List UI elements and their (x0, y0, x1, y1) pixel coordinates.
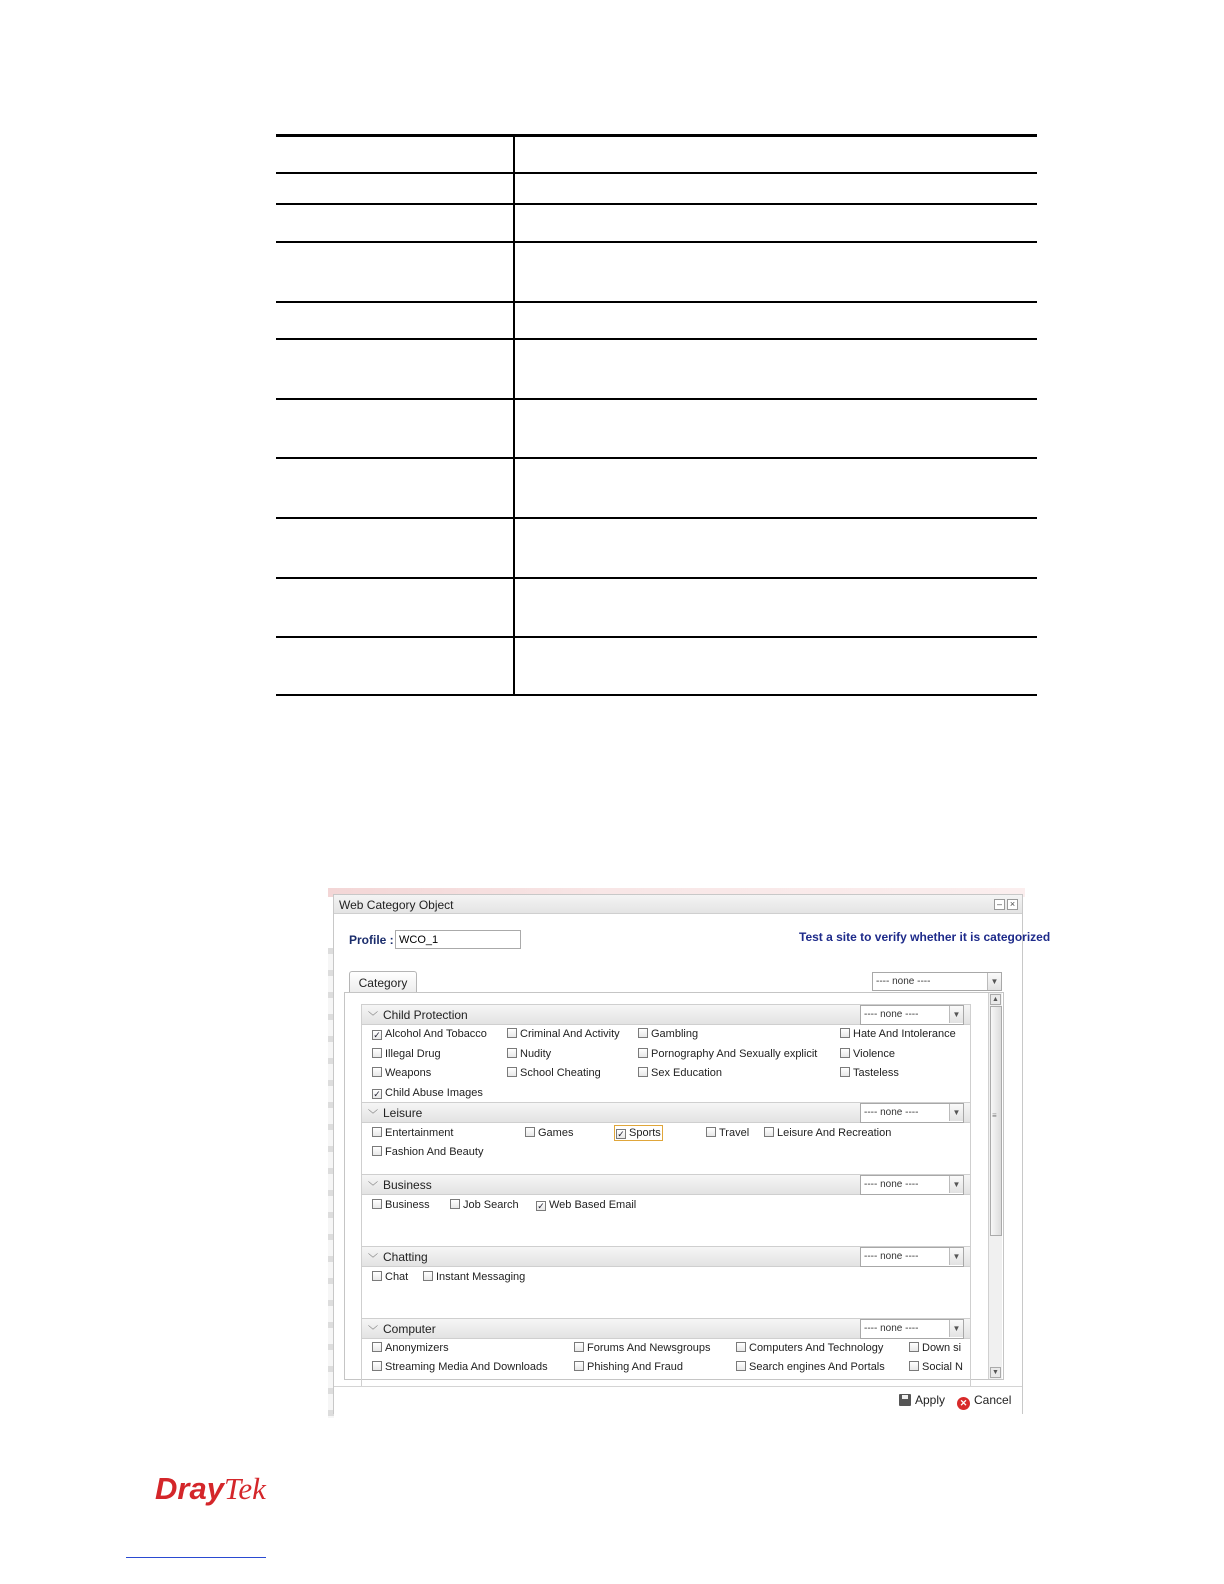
checkbox-label: Chat (385, 1271, 409, 1283)
checkbox-item[interactable] (574, 1361, 683, 1373)
checkbox[interactable] (638, 1028, 648, 1038)
dialog-screenshot (328, 888, 1051, 1418)
checkbox[interactable] (507, 1028, 517, 1038)
group-select-value: ---- none ---- (864, 1179, 919, 1190)
group-header[interactable] (361, 1246, 971, 1267)
checkbox-label: Weapons (385, 1067, 432, 1079)
group-body (361, 1123, 971, 1174)
checkbox-item[interactable] (372, 1146, 483, 1158)
checkbox-item[interactable] (736, 1361, 885, 1373)
checkbox[interactable] (736, 1361, 746, 1371)
scroll-up-icon[interactable]: ▲ (990, 994, 1001, 1005)
checkbox-item[interactable] (840, 1028, 956, 1040)
checkbox-label: Games (538, 1127, 574, 1139)
group-body (361, 1025, 971, 1102)
checkbox-item[interactable] (372, 1199, 430, 1211)
checkbox[interactable] (450, 1199, 460, 1209)
table-row-divider (276, 172, 1037, 174)
test-site-link[interactable]: Test a site to verify whether it is categorized (799, 930, 1051, 944)
group-name: Child Protection (383, 1008, 468, 1022)
checkbox[interactable] (372, 1199, 382, 1209)
chevron-down-icon: ﹀ (368, 1326, 378, 1337)
checkbox[interactable] (574, 1361, 584, 1371)
checkbox-label: Computers And Technology (749, 1342, 884, 1354)
checkbox[interactable] (372, 1048, 382, 1058)
table-row-divider (276, 517, 1037, 519)
checkbox-item[interactable] (536, 1199, 636, 1211)
group-select-value: ---- none ---- (864, 1323, 919, 1334)
chevron-down-icon: ﹀ (368, 1254, 378, 1265)
checkbox-label: Entertainment (385, 1127, 454, 1139)
checkbox-item[interactable] (840, 1067, 899, 1079)
checkbox[interactable] (372, 1271, 382, 1281)
document-table (276, 134, 1037, 696)
profile-input[interactable] (395, 930, 521, 949)
checkbox[interactable] (372, 1146, 382, 1156)
group-header[interactable] (361, 1318, 971, 1339)
checkbox[interactable] (638, 1048, 648, 1058)
checkbox-item[interactable] (909, 1361, 963, 1373)
dialog-footer (334, 1386, 1022, 1414)
table-row-divider (276, 241, 1037, 243)
panel-scrollbar[interactable] (988, 993, 1002, 1379)
checkbox[interactable] (507, 1067, 517, 1077)
group-select-value: ---- none ---- (864, 1107, 919, 1118)
chevron-down-icon: ▼ (949, 1320, 963, 1337)
group-name: Computer (383, 1322, 436, 1336)
checkbox-item[interactable] (372, 1271, 408, 1283)
group-select-value: ---- none ---- (864, 1251, 919, 1262)
chevron-down-icon: ▼ (987, 973, 1001, 990)
checkbox[interactable] (638, 1067, 648, 1077)
checkbox-label: Pornography And Sexually explicit (651, 1048, 818, 1060)
checkbox[interactable] (423, 1271, 433, 1281)
checkbox-item[interactable] (507, 1028, 620, 1040)
dialog-titlebar (334, 895, 1022, 914)
checkbox-label: Violence (853, 1048, 895, 1060)
checkbox-item[interactable] (372, 1048, 441, 1060)
checkbox[interactable] (372, 1361, 382, 1371)
checkbox-item[interactable] (372, 1342, 449, 1354)
group-child-protection (361, 1004, 971, 1102)
group-select[interactable] (860, 1247, 964, 1267)
checkbox-item[interactable] (638, 1067, 722, 1079)
footer-link-underline[interactable] (126, 1557, 266, 1558)
checkbox[interactable]: ✓ (537, 1201, 545, 1211)
close-icon[interactable]: × (1007, 899, 1018, 910)
group-header[interactable] (361, 1102, 971, 1123)
group-body (361, 1195, 971, 1246)
checkbox[interactable] (372, 1067, 382, 1077)
scroll-down-icon[interactable]: ▼ (990, 1367, 1001, 1378)
apply-label: Apply (915, 1393, 946, 1407)
checkbox-label: Social N (922, 1361, 963, 1373)
minimize-icon[interactable]: – (994, 899, 1005, 910)
checkbox[interactable] (840, 1048, 850, 1058)
checkbox[interactable] (736, 1342, 746, 1352)
apply-button[interactable] (899, 1393, 945, 1407)
checkbox[interactable] (372, 1127, 382, 1137)
profile-label: Profile : (349, 933, 394, 947)
group-select[interactable] (860, 1005, 964, 1025)
chevron-down-icon: ﹀ (368, 1182, 378, 1193)
tab-category[interactable]: Category (349, 971, 417, 993)
checkbox-label: Child Abuse Images (385, 1087, 483, 1099)
chevron-down-icon: ﹀ (368, 1012, 378, 1023)
group-business (361, 1174, 971, 1246)
checkbox-label: Alcohol And Tobacco (385, 1028, 487, 1040)
cancel-icon: ✕ (957, 1397, 970, 1410)
checkbox-item[interactable] (372, 1127, 453, 1139)
checkbox-item[interactable] (372, 1087, 483, 1099)
chevron-down-icon: ▼ (949, 1248, 963, 1265)
table-row-divider (276, 636, 1037, 638)
group-header[interactable] (361, 1004, 971, 1025)
group-select[interactable] (860, 1103, 964, 1123)
checkbox-label: Business (385, 1199, 430, 1211)
table-row-divider (276, 577, 1037, 579)
group-name: Leisure (383, 1106, 423, 1120)
checkbox-label: Travel (719, 1127, 750, 1139)
logo-text-dray: Dray (155, 1471, 224, 1506)
checkbox-label: Nudity (520, 1048, 552, 1060)
table-row-divider (276, 398, 1037, 400)
group-body (361, 1267, 971, 1318)
checkbox[interactable] (840, 1028, 850, 1038)
group-select-value: ---- none ---- (864, 1009, 919, 1020)
group-name: Business (383, 1178, 432, 1192)
checkbox[interactable]: ✓ (373, 1089, 381, 1099)
checkbox-label: Sex Education (651, 1067, 722, 1079)
checkbox[interactable] (840, 1067, 850, 1077)
checkbox-label: Job Search (463, 1199, 519, 1211)
table-row-divider (276, 203, 1037, 205)
checkbox-item[interactable] (736, 1342, 883, 1354)
checkbox-label: Search engines And Portals (749, 1361, 885, 1373)
cancel-button[interactable] (957, 1393, 1011, 1410)
checkbox-label: Anonymizers (385, 1342, 449, 1354)
checkbox-label: Streaming Media And Downloads (385, 1361, 548, 1373)
checkbox[interactable] (764, 1127, 774, 1137)
group-select[interactable] (860, 1175, 964, 1195)
scroll-thumb[interactable] (990, 1006, 1002, 1236)
checkbox-label: Web Based Email (549, 1199, 637, 1211)
checkbox-item[interactable] (525, 1127, 573, 1139)
checkbox-label: Gambling (651, 1028, 699, 1040)
group-leisure (361, 1102, 971, 1174)
checkbox[interactable] (706, 1127, 716, 1137)
checkbox-item[interactable] (616, 1127, 661, 1139)
group-name: Chatting (383, 1250, 428, 1264)
checkbox-label: Down si (922, 1342, 962, 1354)
checkbox-item[interactable] (764, 1127, 891, 1139)
category-select-value: ---- none ---- (876, 976, 931, 987)
checkbox-item[interactable] (372, 1028, 487, 1040)
group-body (361, 1339, 971, 1389)
group-chatting (361, 1246, 971, 1318)
save-icon (899, 1394, 911, 1406)
checkbox[interactable] (507, 1048, 517, 1058)
checkbox-item[interactable] (638, 1048, 817, 1060)
checkbox-label: Instant Messaging (436, 1271, 526, 1283)
logo-text-tek: Tek (224, 1471, 266, 1506)
checkbox-item[interactable] (507, 1067, 601, 1079)
checkbox-label: Fashion And Beauty (385, 1146, 484, 1158)
draytek-logo (155, 1466, 295, 1510)
checkbox-label: Forums And Newsgroups (587, 1342, 711, 1354)
checkbox-item[interactable] (706, 1127, 749, 1139)
checkbox-label: Criminal And Activity (520, 1028, 620, 1040)
chevron-down-icon: ﹀ (368, 1110, 378, 1121)
checkbox-label: Phishing And Fraud (587, 1361, 684, 1373)
group-computer (361, 1318, 971, 1389)
checkbox-label: Sports (629, 1127, 661, 1139)
checkbox-item[interactable] (909, 1342, 961, 1354)
table-row-divider (276, 301, 1037, 303)
checkbox[interactable] (574, 1342, 584, 1352)
grip-icon: ≡ (992, 1111, 997, 1120)
checkbox-item[interactable] (638, 1028, 698, 1040)
category-panel (344, 992, 1004, 1380)
checkbox-item[interactable] (372, 1067, 431, 1079)
checkbox[interactable] (372, 1342, 382, 1352)
checkbox-label: Leisure And Recreation (777, 1127, 892, 1139)
dialog-title: Web Category Object (339, 898, 454, 912)
chevron-down-icon: ▼ (949, 1176, 963, 1193)
checkbox-label: Tasteless (853, 1067, 899, 1079)
group-header[interactable] (361, 1174, 971, 1195)
checkbox-item[interactable] (423, 1271, 525, 1283)
checkbox-item[interactable] (507, 1048, 551, 1060)
checkbox-item[interactable] (574, 1342, 711, 1354)
checkbox-item[interactable] (450, 1199, 519, 1211)
checkbox-label: Hate And Intolerance (853, 1028, 956, 1040)
table-row-divider (276, 338, 1037, 340)
checkbox[interactable]: ✓ (617, 1129, 625, 1139)
table-column-divider (513, 137, 515, 694)
checkbox[interactable] (909, 1342, 919, 1352)
checkbox-label: School Cheating (520, 1067, 601, 1079)
web-category-object-dialog (333, 894, 1051, 1414)
chevron-down-icon: ▼ (949, 1104, 963, 1121)
checkbox-item[interactable] (372, 1361, 548, 1373)
chevron-down-icon: ▼ (949, 1006, 963, 1023)
checkbox-label: Illegal Drug (385, 1048, 441, 1060)
category-select[interactable] (872, 972, 1002, 991)
checkbox[interactable] (909, 1361, 919, 1371)
cancel-label: Cancel (974, 1393, 1012, 1407)
checkbox-item[interactable] (840, 1048, 895, 1060)
group-select[interactable] (860, 1319, 964, 1339)
checkbox[interactable] (525, 1127, 535, 1137)
checkbox[interactable]: ✓ (373, 1030, 381, 1040)
table-row-divider (276, 457, 1037, 459)
